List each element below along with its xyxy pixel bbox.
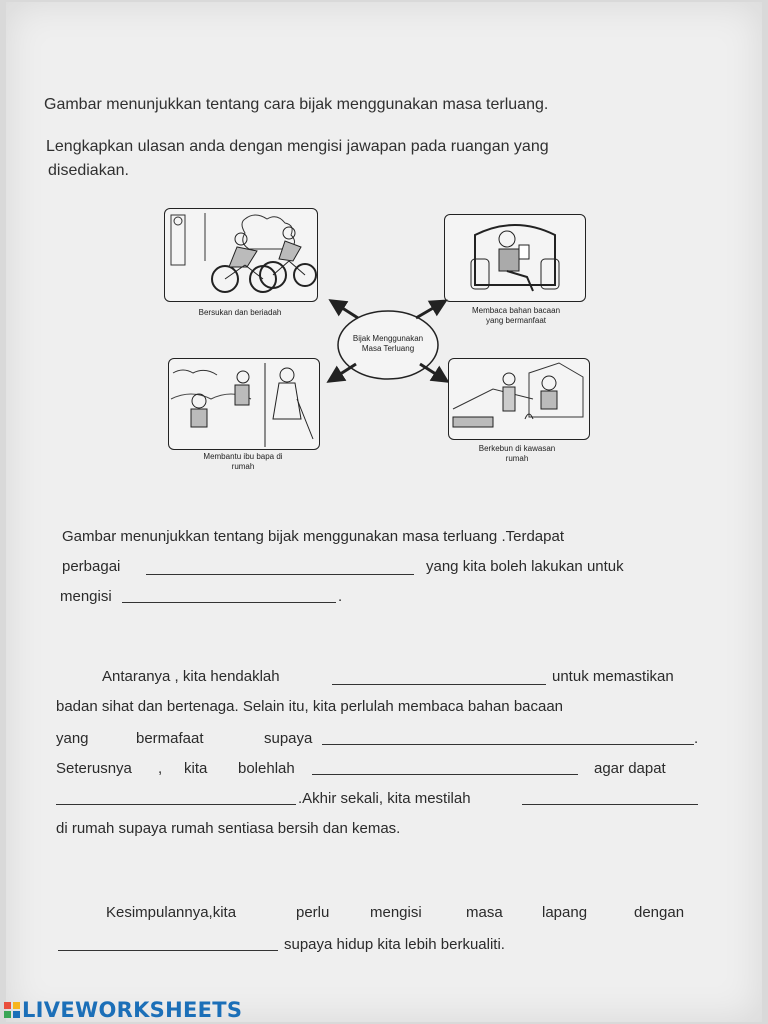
para3-word-5: lapang (542, 904, 588, 921)
arrow-top-right (416, 304, 440, 318)
caption-gardening (452, 444, 582, 464)
para1-line-1: Gambar menunjukkan tentang bijak menggunakan masa terluang .Terdapat (62, 528, 564, 545)
answer-blank-2[interactable] (122, 586, 336, 603)
caption-cycling: Bersukan dan beriadah (198, 308, 282, 317)
caption-gardening-line-1: Berkebun di kawasan (478, 444, 556, 453)
para2-line-3-word-2: bermafaat (136, 730, 204, 747)
center-label-line-2: Masa Terluang (361, 344, 415, 353)
helping-picture (169, 359, 319, 449)
para2-line-1-pre: Antaranya , kita hendaklah (102, 668, 280, 685)
para2-line-4-word-3: kita (184, 760, 208, 777)
para2-line-4-word-1: Seterusnya (56, 760, 132, 777)
para3-word-2: perlu (296, 904, 330, 921)
caption-reading-line-1: Membaca bahan bacaan (471, 306, 561, 315)
para1-line-2-pre: perbagai (62, 558, 121, 575)
caption-reading (446, 306, 586, 326)
answer-blank-3[interactable] (332, 668, 546, 685)
para2-line-3-word-1: yang (56, 730, 89, 747)
para3-word-4: masa (466, 904, 503, 921)
diagram-arrows (306, 292, 466, 392)
arrow-top-left (336, 304, 358, 318)
para3-word-1: Kesimpulannya,kita (106, 904, 237, 921)
arrow-bottom-right (420, 364, 442, 378)
liveworksheets-brand[interactable]: LIVEWORKSHEETS (22, 998, 243, 1022)
gardening-picture (449, 359, 589, 439)
para3-word-3: mengisi (370, 904, 422, 921)
caption-helping-line-2: rumah (231, 462, 255, 471)
panel-helping (168, 358, 320, 450)
para2-line-4-word-2: , (158, 760, 163, 777)
reading-picture (445, 215, 585, 301)
center-label-line-1: Bijak Menggunakan (352, 334, 424, 343)
liveworksheets-logo-icon (4, 1002, 20, 1018)
para2-line-6: di rumah supaya rumah sentiasa bersih dan kemas. (56, 820, 401, 837)
answer-blank-8[interactable] (58, 934, 278, 951)
para2-line-5-mid: .Akhir sekali, kita mestilah (298, 790, 471, 807)
worksheet-page (6, 2, 762, 1022)
instruction-line-2: Lengkapkan ulasan anda dengan mengisi jawapan pada ruangan yang (46, 138, 549, 155)
para2-line-1-post: untuk memastikan (552, 668, 674, 685)
arrow-bottom-left (334, 364, 356, 378)
para2-line-4-word-4: bolehlah (238, 760, 295, 777)
para3-word-6: dengan (634, 904, 685, 921)
para3-line-2-post: supaya hidup kita lebih berkualiti. (284, 936, 505, 953)
panel-gardening (448, 358, 590, 440)
caption-helping-line-1: Membantu ibu bapa di (203, 452, 283, 461)
para1-line-2-post: yang kita boleh lakukan untuk (426, 558, 624, 575)
para2-line-4-post: agar dapat (594, 760, 666, 777)
cycling-picture (165, 209, 317, 301)
answer-blank-6[interactable] (56, 788, 296, 805)
panel-reading (444, 214, 586, 302)
answer-blank-7[interactable] (522, 788, 698, 805)
panel-cycling (164, 208, 318, 302)
para1-line-3-pre: mengisi (60, 588, 112, 605)
answer-blank-5[interactable] (312, 758, 578, 775)
para2-line-3-word-3: supaya (264, 730, 313, 747)
instruction-line-1: Gambar menunjukkan tentang cara bijak menggunakan masa terluang. (44, 96, 549, 113)
para2-line-3-post: . (694, 730, 699, 747)
answer-blank-1[interactable] (146, 558, 414, 575)
para2-line-2: badan sihat dan bertenaga. Selain itu, kita perlulah membaca bahan bacaan (56, 698, 564, 715)
instruction-line-3: disediakan. (48, 162, 129, 179)
para1-line-3-post: . (338, 588, 343, 605)
caption-gardening-line-2: rumah (505, 454, 529, 463)
answer-blank-4[interactable] (322, 728, 694, 745)
caption-helping (178, 452, 308, 472)
caption-reading-line-2: yang bermanfaat (485, 316, 547, 325)
